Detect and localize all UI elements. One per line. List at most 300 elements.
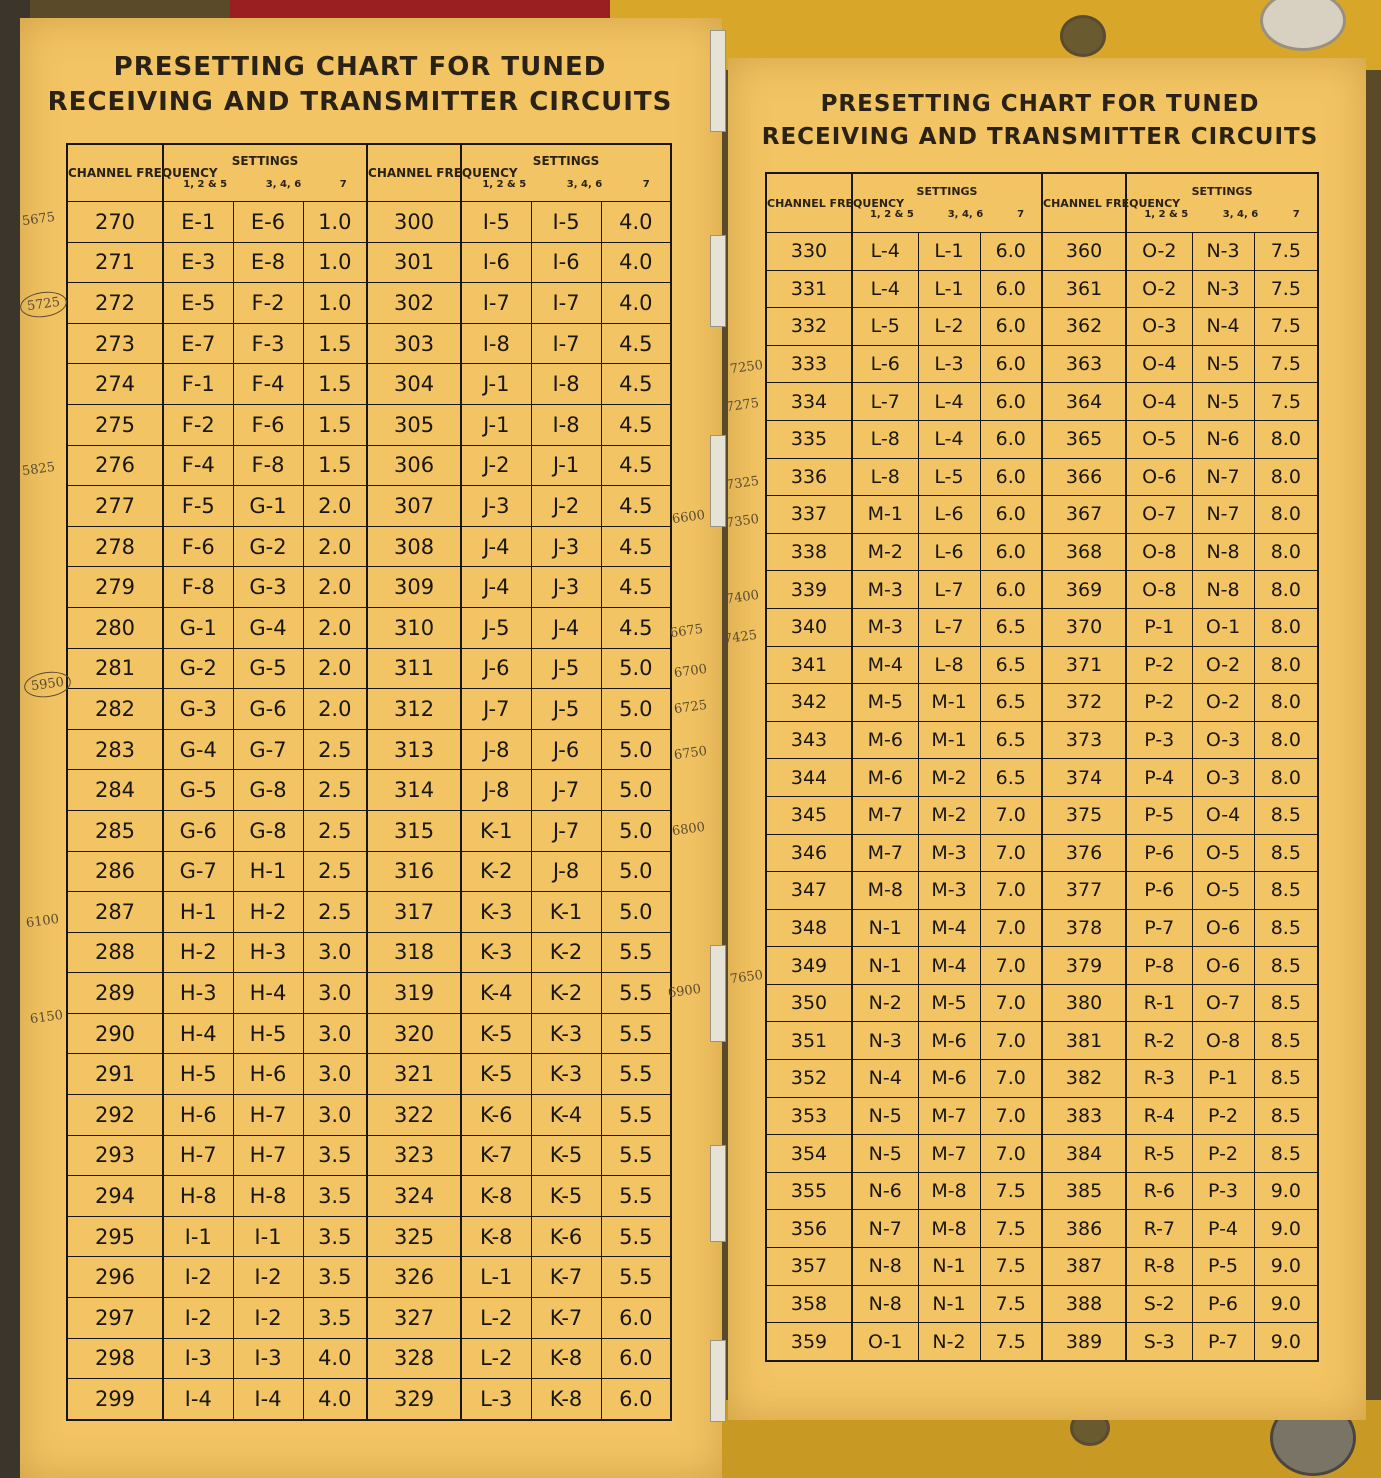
handwritten-note: 6675 xyxy=(669,621,704,642)
channel-frequency-cell: 359 xyxy=(766,1323,852,1361)
channel-frequency-cell: 298 xyxy=(67,1338,163,1379)
setting-cell: 9.0 xyxy=(1254,1210,1318,1248)
channel-frequency-cell: 296 xyxy=(67,1257,163,1298)
setting-cell: H-7 xyxy=(163,1135,233,1176)
setting-cell: 7.0 xyxy=(980,1060,1042,1098)
setting-cell: 3.5 xyxy=(303,1135,367,1176)
channel-frequency-cell: 349 xyxy=(766,947,852,985)
setting-cell: 6.5 xyxy=(980,646,1042,684)
setting-cell: E-3 xyxy=(163,242,233,283)
channel-frequency-cell: 345 xyxy=(766,796,852,834)
setting-cell: J-7 xyxy=(531,810,601,851)
setting-cell: L-4 xyxy=(852,233,918,271)
setting-cell: 6.5 xyxy=(980,684,1042,722)
setting-cell: 5.5 xyxy=(601,1095,671,1136)
setting-cell: L-7 xyxy=(918,608,980,646)
setting-cell: 7.5 xyxy=(1254,345,1318,383)
setting-cell: N-3 xyxy=(852,1022,918,1060)
setting-cell: N-8 xyxy=(1192,571,1254,609)
channel-frequency-cell: 282 xyxy=(67,689,163,730)
setting-cell: 7.0 xyxy=(980,909,1042,947)
channel-frequency-cell: 354 xyxy=(766,1135,852,1173)
channel-frequency-cell: 317 xyxy=(367,892,461,933)
setting-cell: M-3 xyxy=(918,872,980,910)
channel-frequency-cell: 385 xyxy=(1042,1172,1126,1210)
setting-cell: 6.0 xyxy=(980,308,1042,346)
setting-cell: 6.0 xyxy=(980,496,1042,534)
setting-cell: L-5 xyxy=(852,308,918,346)
setting-cell: M-8 xyxy=(852,872,918,910)
setting-cell: I-8 xyxy=(461,323,531,364)
table-row xyxy=(766,1022,1318,1060)
header-col-125: 1, 2 & 5 xyxy=(869,209,914,220)
setting-cell: 3.5 xyxy=(303,1216,367,1257)
channel-frequency-cell: 299 xyxy=(67,1379,163,1420)
setting-cell: E-7 xyxy=(163,323,233,364)
table-row xyxy=(766,984,1318,1022)
header-channel-frequency: CHANNEL FREQUENCY xyxy=(766,173,852,233)
table-row xyxy=(766,721,1318,759)
setting-cell: R-6 xyxy=(1126,1172,1192,1210)
setting-cell: K-5 xyxy=(531,1135,601,1176)
setting-cell: N-8 xyxy=(1192,533,1254,571)
channel-frequency-cell: 343 xyxy=(766,721,852,759)
setting-cell: M-7 xyxy=(918,1097,980,1135)
setting-cell: N-7 xyxy=(852,1210,918,1248)
setting-cell: N-3 xyxy=(1192,270,1254,308)
table-row xyxy=(766,533,1318,571)
setting-cell: P-3 xyxy=(1192,1172,1254,1210)
setting-cell: 6.0 xyxy=(980,383,1042,421)
channel-frequency-cell: 337 xyxy=(766,496,852,534)
setting-cell: F-2 xyxy=(163,404,233,445)
setting-cell: L-4 xyxy=(918,420,980,458)
setting-cell: H-5 xyxy=(163,1054,233,1095)
header-col-346: 3, 4, 6 xyxy=(265,179,302,190)
table-row xyxy=(766,1210,1318,1248)
setting-cell: K-5 xyxy=(531,1176,601,1217)
setting-cell: P-1 xyxy=(1126,608,1192,646)
table-row xyxy=(67,1298,671,1339)
setting-cell: 6.0 xyxy=(980,270,1042,308)
setting-cell: 5.0 xyxy=(601,892,671,933)
table-row xyxy=(766,684,1318,722)
setting-cell: M-1 xyxy=(852,496,918,534)
channel-frequency-cell: 286 xyxy=(67,851,163,892)
setting-cell: H-2 xyxy=(233,892,303,933)
setting-cell: J-1 xyxy=(461,404,531,445)
setting-cell: J-4 xyxy=(461,567,531,608)
setting-cell: 7.0 xyxy=(980,796,1042,834)
header-col-7: 7 xyxy=(1292,209,1300,220)
table-row xyxy=(766,1285,1318,1323)
setting-cell: P-2 xyxy=(1126,684,1192,722)
setting-cell: P-5 xyxy=(1126,796,1192,834)
setting-cell: O-3 xyxy=(1126,308,1192,346)
channel-frequency-cell: 373 xyxy=(1042,721,1126,759)
channel-frequency-cell: 292 xyxy=(67,1095,163,1136)
setting-cell: O-8 xyxy=(1126,571,1192,609)
setting-cell: K-3 xyxy=(531,1013,601,1054)
channel-frequency-cell: 277 xyxy=(67,486,163,527)
setting-cell: N-5 xyxy=(1192,383,1254,421)
setting-cell: H-2 xyxy=(163,932,233,973)
header-settings-label: SETTINGS xyxy=(231,154,299,168)
hinge xyxy=(710,1145,726,1242)
setting-cell: I-5 xyxy=(531,202,601,243)
setting-cell: O-4 xyxy=(1126,383,1192,421)
setting-cell: H-7 xyxy=(233,1135,303,1176)
setting-cell: O-3 xyxy=(1192,721,1254,759)
setting-cell: 4.5 xyxy=(601,404,671,445)
setting-cell: F-6 xyxy=(163,526,233,567)
setting-cell: 2.0 xyxy=(303,607,367,648)
screw-icon xyxy=(1060,15,1106,57)
title-line-1: PRESETTING CHART FOR TUNED xyxy=(113,52,607,82)
setting-cell: O-8 xyxy=(1126,533,1192,571)
handwritten-note: 7275 xyxy=(725,395,760,416)
setting-cell: 4.5 xyxy=(601,607,671,648)
setting-cell: N-6 xyxy=(1192,420,1254,458)
setting-cell: 9.0 xyxy=(1254,1248,1318,1286)
setting-cell: 8.0 xyxy=(1254,496,1318,534)
setting-cell: 8.0 xyxy=(1254,571,1318,609)
setting-cell: I-2 xyxy=(163,1298,233,1339)
setting-cell: 5.0 xyxy=(601,770,671,811)
setting-cell: O-5 xyxy=(1126,420,1192,458)
handwritten-note: 6600 xyxy=(671,507,706,528)
setting-cell: M-3 xyxy=(852,608,918,646)
setting-cell: M-8 xyxy=(918,1172,980,1210)
setting-cell: P-6 xyxy=(1192,1285,1254,1323)
setting-cell: I-4 xyxy=(233,1379,303,1420)
setting-cell: L-6 xyxy=(852,345,918,383)
table-row xyxy=(67,1013,671,1054)
setting-cell: O-2 xyxy=(1192,684,1254,722)
setting-cell: O-7 xyxy=(1126,496,1192,534)
handwritten-note: 7400 xyxy=(725,587,760,608)
setting-cell: O-3 xyxy=(1192,759,1254,797)
setting-cell: J-3 xyxy=(531,526,601,567)
setting-cell: 7.0 xyxy=(980,1097,1042,1135)
setting-cell: O-2 xyxy=(1126,270,1192,308)
setting-cell: G-2 xyxy=(163,648,233,689)
setting-cell: O-8 xyxy=(1192,1022,1254,1060)
setting-cell: P-6 xyxy=(1126,872,1192,910)
setting-cell: G-6 xyxy=(163,810,233,851)
channel-frequency-cell: 316 xyxy=(367,851,461,892)
setting-cell: 8.0 xyxy=(1254,458,1318,496)
setting-cell: J-7 xyxy=(461,689,531,730)
setting-cell: H-3 xyxy=(163,973,233,1014)
setting-cell: 2.0 xyxy=(303,486,367,527)
hinge xyxy=(710,1340,726,1422)
channel-frequency-cell: 302 xyxy=(367,283,461,324)
setting-cell: 8.5 xyxy=(1254,1097,1318,1135)
setting-cell: M-4 xyxy=(918,909,980,947)
setting-cell: P-1 xyxy=(1192,1060,1254,1098)
setting-cell: 7.5 xyxy=(980,1323,1042,1361)
setting-cell: N-1 xyxy=(918,1285,980,1323)
table-row xyxy=(67,364,671,405)
setting-cell: 6.0 xyxy=(601,1379,671,1420)
channel-frequency-cell: 379 xyxy=(1042,947,1126,985)
handwritten-note: 5725 xyxy=(18,289,68,320)
setting-cell: 9.0 xyxy=(1254,1172,1318,1210)
setting-cell: 8.5 xyxy=(1254,834,1318,872)
channel-frequency-cell: 278 xyxy=(67,526,163,567)
channel-frequency-cell: 270 xyxy=(67,202,163,243)
channel-frequency-cell: 331 xyxy=(766,270,852,308)
channel-frequency-cell: 352 xyxy=(766,1060,852,1098)
setting-cell: 2.0 xyxy=(303,526,367,567)
setting-cell: 9.0 xyxy=(1254,1323,1318,1361)
setting-cell: 4.0 xyxy=(303,1379,367,1420)
table-row xyxy=(67,689,671,730)
channel-frequency-cell: 290 xyxy=(67,1013,163,1054)
channel-frequency-cell: 342 xyxy=(766,684,852,722)
setting-cell: G-7 xyxy=(233,729,303,770)
channel-frequency-cell: 288 xyxy=(67,932,163,973)
table-row xyxy=(67,283,671,324)
setting-cell: I-1 xyxy=(163,1216,233,1257)
setting-cell: I-8 xyxy=(531,364,601,405)
setting-cell: F-8 xyxy=(163,567,233,608)
table-row xyxy=(766,796,1318,834)
header-settings-label: SETTINGS xyxy=(532,154,600,168)
setting-cell: I-3 xyxy=(233,1338,303,1379)
table-row xyxy=(766,496,1318,534)
setting-cell: 9.0 xyxy=(1254,1285,1318,1323)
channel-frequency-cell: 336 xyxy=(766,458,852,496)
setting-cell: 2.5 xyxy=(303,810,367,851)
channel-frequency-cell: 347 xyxy=(766,872,852,910)
channel-frequency-cell: 315 xyxy=(367,810,461,851)
header-channel-frequency: CHANNEL FREQUENCY xyxy=(67,144,163,202)
table-row xyxy=(766,909,1318,947)
setting-cell: F-6 xyxy=(233,404,303,445)
setting-cell: L-1 xyxy=(918,233,980,271)
setting-cell: N-7 xyxy=(1192,458,1254,496)
setting-cell: P-7 xyxy=(1126,909,1192,947)
setting-cell: 8.5 xyxy=(1254,1135,1318,1173)
table-row xyxy=(67,445,671,486)
setting-cell: H-4 xyxy=(163,1013,233,1054)
setting-cell: 5.5 xyxy=(601,1216,671,1257)
setting-cell: K-6 xyxy=(531,1216,601,1257)
channel-frequency-cell: 364 xyxy=(1042,383,1126,421)
handwritten-note: 5825 xyxy=(21,459,56,480)
channel-frequency-cell: 319 xyxy=(367,973,461,1014)
header-col-125: 1, 2 & 5 xyxy=(183,179,228,190)
handwritten-note: 5950 xyxy=(22,669,72,700)
channel-frequency-cell: 377 xyxy=(1042,872,1126,910)
channel-frequency-cell: 323 xyxy=(367,1135,461,1176)
hinge xyxy=(710,945,726,1042)
hinge xyxy=(710,235,726,327)
setting-cell: M-1 xyxy=(918,721,980,759)
setting-cell: I-2 xyxy=(233,1257,303,1298)
setting-cell: 4.5 xyxy=(601,364,671,405)
setting-cell: L-8 xyxy=(852,420,918,458)
setting-cell: N-3 xyxy=(1192,233,1254,271)
channel-frequency-cell: 330 xyxy=(766,233,852,271)
handwritten-note: 6750 xyxy=(673,743,708,764)
setting-cell: 4.0 xyxy=(601,283,671,324)
handwritten-note: 6150 xyxy=(29,1007,64,1028)
channel-frequency-cell: 372 xyxy=(1042,684,1126,722)
channel-frequency-cell: 314 xyxy=(367,770,461,811)
setting-cell: O-5 xyxy=(1192,834,1254,872)
channel-frequency-cell: 327 xyxy=(367,1298,461,1339)
setting-cell: O-1 xyxy=(1192,608,1254,646)
setting-cell: F-1 xyxy=(163,364,233,405)
setting-cell: 3.0 xyxy=(303,973,367,1014)
table-row xyxy=(766,383,1318,421)
channel-frequency-cell: 333 xyxy=(766,345,852,383)
setting-cell: J-4 xyxy=(461,526,531,567)
setting-cell: G-4 xyxy=(163,729,233,770)
setting-cell: I-5 xyxy=(461,202,531,243)
setting-cell: P-3 xyxy=(1126,721,1192,759)
setting-cell: L-7 xyxy=(918,571,980,609)
table-row xyxy=(766,646,1318,684)
setting-cell: E-5 xyxy=(163,283,233,324)
channel-frequency-cell: 307 xyxy=(367,486,461,527)
setting-cell: K-8 xyxy=(461,1176,531,1217)
setting-cell: F-5 xyxy=(163,486,233,527)
table-row xyxy=(67,1257,671,1298)
table-row xyxy=(67,892,671,933)
setting-cell: K-8 xyxy=(461,1216,531,1257)
setting-cell: I-2 xyxy=(233,1298,303,1339)
setting-cell: 6.5 xyxy=(980,759,1042,797)
setting-cell: 4.5 xyxy=(601,323,671,364)
channel-frequency-cell: 383 xyxy=(1042,1097,1126,1135)
channel-frequency-cell: 358 xyxy=(766,1285,852,1323)
channel-frequency-cell: 355 xyxy=(766,1172,852,1210)
channel-frequency-cell: 356 xyxy=(766,1210,852,1248)
channel-frequency-cell: 378 xyxy=(1042,909,1126,947)
setting-cell: 5.0 xyxy=(601,851,671,892)
setting-cell: 8.0 xyxy=(1254,646,1318,684)
setting-cell: F-3 xyxy=(233,323,303,364)
setting-cell: H-1 xyxy=(163,892,233,933)
channel-frequency-cell: 375 xyxy=(1042,796,1126,834)
setting-cell: I-7 xyxy=(531,323,601,364)
setting-cell: 3.5 xyxy=(303,1298,367,1339)
channel-frequency-cell: 374 xyxy=(1042,759,1126,797)
setting-cell: 7.5 xyxy=(1254,308,1318,346)
setting-cell: G-4 xyxy=(233,607,303,648)
setting-cell: L-2 xyxy=(918,308,980,346)
channel-frequency-cell: 384 xyxy=(1042,1135,1126,1173)
channel-frequency-cell: 284 xyxy=(67,770,163,811)
handwritten-note: 6700 xyxy=(673,661,708,682)
setting-cell: H-7 xyxy=(233,1095,303,1136)
table-row xyxy=(67,851,671,892)
right-presetting-table xyxy=(765,172,1319,1362)
setting-cell: F-4 xyxy=(233,364,303,405)
setting-cell: 8.0 xyxy=(1254,759,1318,797)
setting-cell: O-4 xyxy=(1126,345,1192,383)
setting-cell: 2.0 xyxy=(303,689,367,730)
setting-cell: 6.5 xyxy=(980,721,1042,759)
setting-cell: 2.5 xyxy=(303,851,367,892)
setting-cell: N-4 xyxy=(1192,308,1254,346)
channel-frequency-cell: 328 xyxy=(367,1338,461,1379)
setting-cell: 4.0 xyxy=(601,202,671,243)
header-col-125: 1, 2 & 5 xyxy=(482,179,527,190)
setting-cell: 8.5 xyxy=(1254,984,1318,1022)
setting-cell: 5.5 xyxy=(601,1013,671,1054)
setting-cell: L-4 xyxy=(852,270,918,308)
table-row xyxy=(67,486,671,527)
setting-cell: R-4 xyxy=(1126,1097,1192,1135)
table-row xyxy=(766,1097,1318,1135)
setting-cell: K-4 xyxy=(461,973,531,1014)
handwritten-note: 6725 xyxy=(673,697,708,718)
setting-cell: R-1 xyxy=(1126,984,1192,1022)
setting-cell: J-1 xyxy=(531,445,601,486)
setting-cell: 6.0 xyxy=(980,458,1042,496)
setting-cell: N-1 xyxy=(852,947,918,985)
setting-cell: 5.5 xyxy=(601,932,671,973)
channel-frequency-cell: 293 xyxy=(67,1135,163,1176)
setting-cell: 5.5 xyxy=(601,1054,671,1095)
setting-cell: M-6 xyxy=(852,759,918,797)
setting-cell: P-6 xyxy=(1126,834,1192,872)
setting-cell: 7.5 xyxy=(980,1210,1042,1248)
setting-cell: G-1 xyxy=(233,486,303,527)
channel-frequency-cell: 325 xyxy=(367,1216,461,1257)
channel-frequency-cell: 332 xyxy=(766,308,852,346)
channel-frequency-cell: 386 xyxy=(1042,1210,1126,1248)
setting-cell: J-5 xyxy=(531,689,601,730)
setting-cell: 2.0 xyxy=(303,648,367,689)
table-row xyxy=(67,1054,671,1095)
setting-cell: 6.0 xyxy=(980,420,1042,458)
channel-frequency-cell: 361 xyxy=(1042,270,1126,308)
channel-frequency-cell: 295 xyxy=(67,1216,163,1257)
channel-frequency-cell: 294 xyxy=(67,1176,163,1217)
setting-cell: 5.0 xyxy=(601,810,671,851)
setting-cell: K-3 xyxy=(461,932,531,973)
channel-frequency-cell: 321 xyxy=(367,1054,461,1095)
channel-frequency-cell: 291 xyxy=(67,1054,163,1095)
setting-cell: 1.5 xyxy=(303,323,367,364)
setting-cell: 5.0 xyxy=(601,689,671,730)
channel-frequency-cell: 363 xyxy=(1042,345,1126,383)
header-col-7: 7 xyxy=(1017,209,1025,220)
table-row xyxy=(67,648,671,689)
setting-cell: J-6 xyxy=(531,729,601,770)
channel-frequency-cell: 344 xyxy=(766,759,852,797)
channel-frequency-cell: 387 xyxy=(1042,1248,1126,1286)
setting-cell: F-8 xyxy=(233,445,303,486)
setting-cell: 3.0 xyxy=(303,1054,367,1095)
table-row xyxy=(766,571,1318,609)
setting-cell: P-4 xyxy=(1192,1210,1254,1248)
setting-cell: 5.5 xyxy=(601,1176,671,1217)
handwritten-note: 7250 xyxy=(729,357,764,378)
channel-frequency-cell: 275 xyxy=(67,404,163,445)
setting-cell: L-8 xyxy=(918,646,980,684)
setting-cell: M-7 xyxy=(852,796,918,834)
table-row xyxy=(766,420,1318,458)
channel-frequency-cell: 301 xyxy=(367,242,461,283)
setting-cell: S-2 xyxy=(1126,1285,1192,1323)
